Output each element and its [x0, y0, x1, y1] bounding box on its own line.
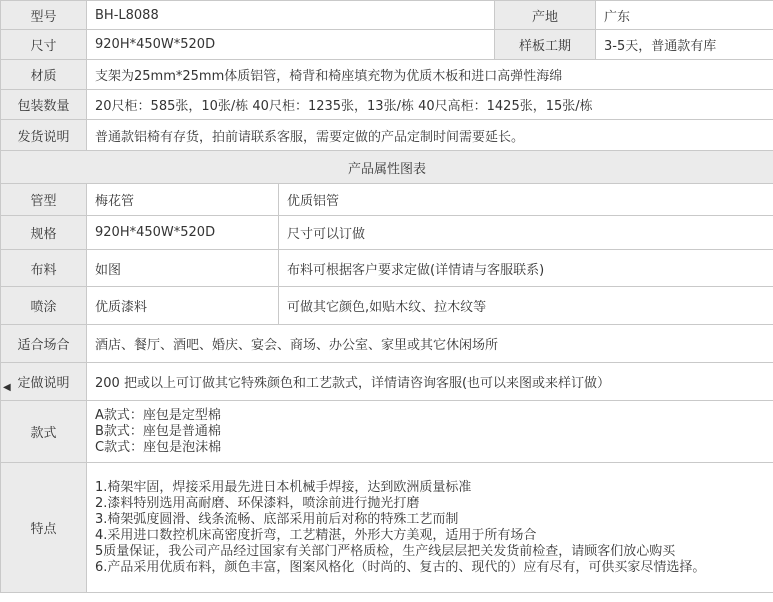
attr-row	[1, 216, 773, 250]
package-value: 20尺柜：585张，10张/栋 40尺柜：1235张，13张/栋 40尺高柜：1425张，15张/栋	[87, 90, 773, 120]
occasion-row	[1, 325, 773, 363]
occasion-label: 适合场合	[1, 325, 87, 363]
styles-list	[87, 401, 773, 463]
attr-row	[1, 250, 773, 287]
row-shipping	[1, 120, 773, 151]
row-model	[1, 1, 773, 30]
feature-item: 1.椅架牢固，焊接采用最先进日本机械手焊接，达到欧洲质量标准	[95, 479, 472, 495]
origin-label: 产地	[495, 1, 596, 30]
features-row	[1, 463, 773, 593]
feature-item: 2.漆料特别选用高耐磨、环保漆料，喷涂前进行抛光打磨	[95, 495, 420, 511]
style-item: B款式：座包是普通棉	[95, 423, 221, 439]
size-value: 920H*450W*520D	[87, 30, 495, 60]
feature-item: 5质量保证，我公司产品经过国家有关部门严格质检，生产线层层把关发货前检查，请顾客们放心购买	[95, 543, 676, 559]
attr-note: 尺寸可以订做	[279, 216, 773, 250]
shipping-value: 普通款铝椅有存货，拍前请联系客服，需要定做的产品定制时间需要延长。	[87, 120, 773, 151]
attr-row	[1, 287, 773, 325]
attr-value: 优质漆料	[87, 287, 279, 325]
section-title: 产品属性图表	[1, 151, 773, 184]
attr-note: 优质铝管	[279, 184, 773, 216]
styles-row	[1, 401, 773, 463]
attr-value: 如图	[87, 250, 279, 287]
attr-label: 规格	[1, 216, 87, 250]
section-header-row	[1, 151, 773, 184]
attr-note: 可做其它颜色,如贴木纹、拉木纹等	[279, 287, 773, 325]
attribute-table	[0, 150, 773, 593]
attr-label: 管型	[1, 184, 87, 216]
features-list	[87, 463, 773, 593]
basic-info-table	[0, 0, 773, 151]
custom-row	[1, 363, 773, 401]
attr-row	[1, 184, 773, 216]
row-package	[1, 90, 773, 120]
styles-label: 款式	[1, 401, 87, 463]
sample-value: 3-5天，普通款有库	[596, 30, 773, 60]
material-value: 支架为25mm*25mm体质铝管，椅背和椅座填充物为优质木板和进口高弹性海绵	[87, 60, 773, 90]
package-label: 包装数量	[1, 90, 87, 120]
occasion-value: 酒店、餐厅、酒吧、婚庆、宴会、商场、办公室、家里或其它休闲场所	[87, 325, 773, 363]
features-label: 特点	[1, 463, 87, 593]
attr-value: 920H*450W*520D	[87, 216, 279, 250]
size-label: 尺寸	[1, 30, 87, 60]
row-material	[1, 60, 773, 90]
feature-item: 6.产品采用优质布料，颜色丰富，图案风格化（时尚的、复古的、现代的）应有尽有，可供买家尽情选择。	[95, 559, 706, 575]
custom-label: 定做说明	[1, 363, 87, 401]
shipping-label: 发货说明	[1, 120, 87, 151]
model-label: 型号	[1, 1, 87, 30]
caret-left-icon[interactable]: ◀	[3, 382, 11, 393]
origin-value: 广东	[596, 1, 773, 30]
attr-value: 梅花管	[87, 184, 279, 216]
feature-item: 4.采用进口数控机床高密度折弯，工艺精湛，外形大方美观，适用于所有场合	[95, 527, 537, 543]
style-item: A款式：座包是定型棉	[95, 407, 221, 423]
material-label: 材质	[1, 60, 87, 90]
sample-label: 样板工期	[495, 30, 596, 60]
row-size	[1, 30, 773, 60]
attr-label: 喷涂	[1, 287, 87, 325]
model-value: BH-L8088	[87, 1, 495, 30]
feature-item: 3.椅架弧度圆滑、线条流畅、底部采用前后对称的特殊工艺而制	[95, 511, 459, 527]
custom-value: 200 把或以上可订做其它特殊颜色和工艺款式，详情请咨询客服(也可以来图或来样订做）	[87, 363, 773, 401]
attr-note: 布料可根据客户要求定做(详情请与客服联系)	[279, 250, 773, 287]
style-item: C款式：座包是泡沫棉	[95, 439, 222, 455]
attr-label: 布料	[1, 250, 87, 287]
